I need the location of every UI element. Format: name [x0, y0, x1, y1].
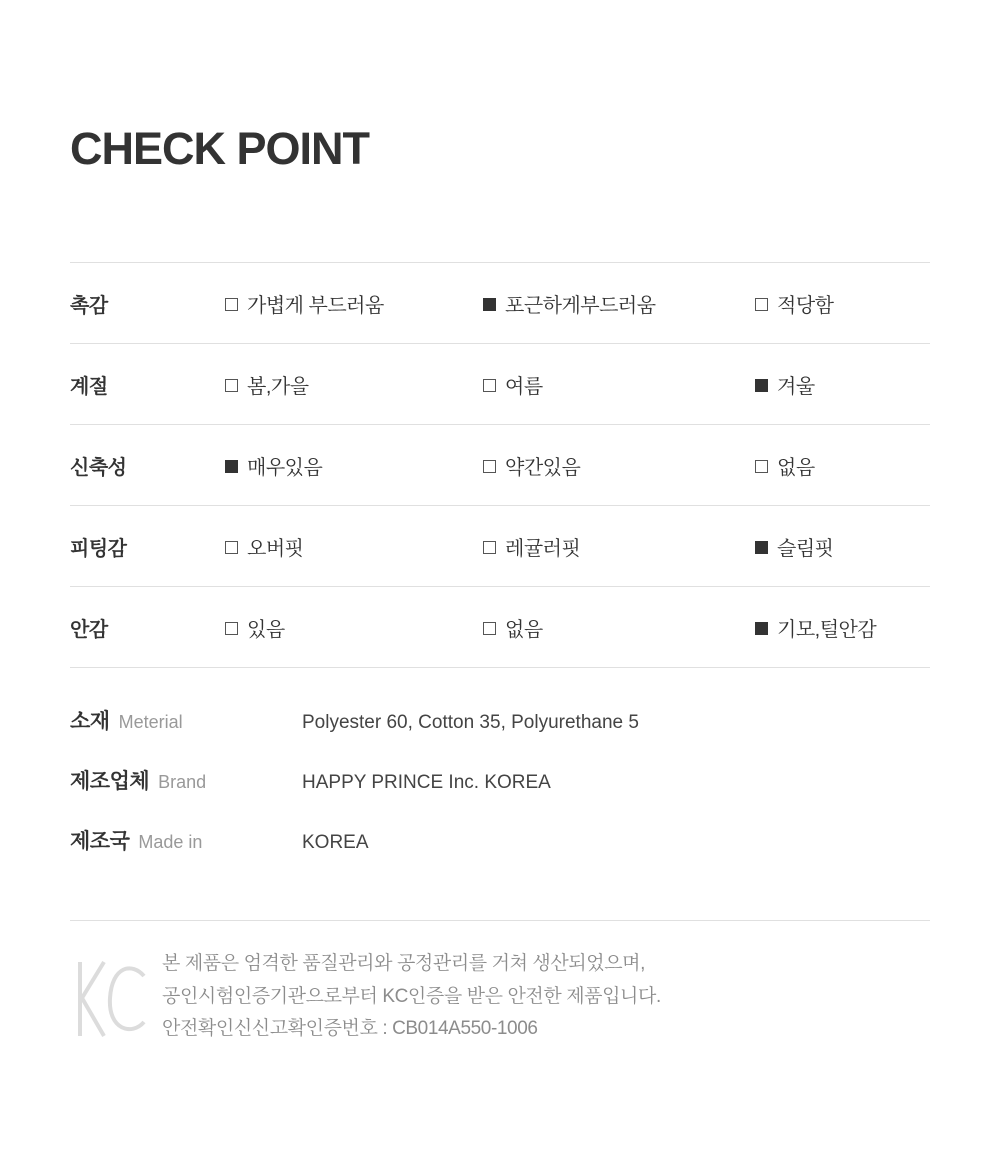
checkbox-unchecked-icon[interactable] [483, 379, 496, 392]
checkbox-option[interactable] [755, 457, 815, 479]
option-label: 없음 [777, 456, 815, 479]
info-key-en: Made in [138, 832, 203, 852]
option-label: 여름 [505, 375, 543, 398]
checkbox-option[interactable] [483, 457, 580, 479]
page-title: CHECK POINT [70, 123, 370, 174]
product-info-list [70, 705, 930, 885]
checkbox-unchecked-icon[interactable] [225, 622, 238, 635]
option-cell[interactable] [755, 425, 930, 506]
option-cell[interactable] [755, 344, 930, 425]
checkbox-checked-icon[interactable] [755, 379, 768, 392]
kc-notice-line-3: 안전확인신신고확인증번호 : CB014A550-1006 [162, 1018, 538, 1040]
row-label: 촉감 [70, 294, 108, 317]
checkbox-option[interactable] [755, 619, 876, 641]
option-cell[interactable] [225, 344, 483, 425]
checkbox-checked-icon[interactable] [225, 460, 238, 473]
option-label: 약간있음 [505, 456, 581, 479]
checkbox-unchecked-icon[interactable] [483, 541, 496, 554]
option-cell[interactable] [225, 263, 483, 344]
checkbox-option[interactable] [225, 538, 303, 560]
info-key [70, 705, 302, 735]
table-row [70, 587, 930, 668]
checkbox-checked-icon[interactable] [755, 622, 768, 635]
info-row-made-in [70, 825, 930, 885]
checkbox-option[interactable] [225, 376, 309, 398]
info-key-ko: 제조국 [70, 830, 130, 853]
option-cell[interactable] [225, 425, 483, 506]
kc-notice-line-1: 본 제품은 엄격한 품질관리와 공정관리를 거쳐 생산되었으며, [162, 953, 646, 974]
checkbox-option[interactable] [483, 295, 656, 317]
info-value: Polyester 60, Cotton 35, Polyurethane 5 [302, 712, 639, 733]
checkbox-option[interactable] [225, 457, 322, 479]
info-key-en: Brand [158, 772, 207, 792]
row-label: 신축성 [70, 456, 127, 479]
option-label: 슬림핏 [777, 537, 834, 560]
info-key-ko: 제조업체 [70, 770, 150, 793]
checkbox-option[interactable] [225, 295, 384, 317]
option-label: 포근하게부드러움 [505, 294, 656, 317]
option-label: 가볍게 부드러움 [247, 294, 384, 317]
row-label: 안감 [70, 618, 108, 641]
option-cell[interactable] [225, 587, 483, 668]
row-label: 피팅감 [70, 537, 127, 560]
kc-notice-text [162, 948, 661, 1046]
option-label: 매우있음 [247, 456, 323, 479]
table-row [70, 425, 930, 506]
checkbox-option[interactable] [483, 376, 543, 398]
option-label: 기모,털안감 [777, 618, 877, 641]
info-key-ko: 소재 [70, 710, 110, 733]
option-cell[interactable] [225, 506, 483, 587]
option-label: 레귤러핏 [505, 537, 581, 560]
info-row-brand [70, 765, 930, 825]
option-cell[interactable] [483, 587, 755, 668]
table-row [70, 344, 930, 425]
checkbox-checked-icon[interactable] [755, 541, 768, 554]
checkbox-unchecked-icon[interactable] [755, 460, 768, 473]
checkbox-option[interactable] [483, 619, 543, 641]
checkbox-checked-icon[interactable] [483, 298, 496, 311]
option-cell[interactable] [755, 263, 930, 344]
option-cell[interactable] [755, 506, 930, 587]
option-label: 있음 [247, 618, 285, 641]
checkbox-option[interactable] [755, 376, 815, 398]
option-label: 적당함 [777, 294, 834, 317]
checkbox-option[interactable] [755, 538, 833, 560]
table-row [70, 263, 930, 344]
checkbox-unchecked-icon[interactable] [225, 541, 238, 554]
kc-notice [70, 948, 930, 1047]
info-value: KOREA [302, 832, 369, 853]
checkbox-option[interactable] [755, 295, 833, 317]
option-label: 겨울 [777, 375, 815, 398]
option-cell[interactable] [755, 587, 930, 668]
row-label: 계절 [70, 375, 108, 398]
kc-mark-icon [70, 948, 162, 1047]
table-row [70, 506, 930, 587]
checkbox-unchecked-icon[interactable] [755, 298, 768, 311]
checkbox-option[interactable] [225, 619, 285, 641]
option-cell[interactable] [483, 344, 755, 425]
checkbox-option[interactable] [483, 538, 580, 560]
checkbox-unchecked-icon[interactable] [483, 460, 496, 473]
option-cell[interactable] [483, 263, 755, 344]
option-cell[interactable] [483, 425, 755, 506]
info-value: HAPPY PRINCE Inc. KOREA [302, 772, 551, 793]
option-label: 봄,가을 [247, 375, 309, 398]
check-point-table [70, 262, 930, 668]
option-cell[interactable] [483, 506, 755, 587]
kc-notice-line-2: 공인시험인증기관으로부터 KC인증을 받은 안전한 제품입니다. [162, 985, 661, 1007]
option-label: 없음 [505, 618, 543, 641]
option-label: 오버핏 [247, 537, 304, 560]
checkbox-unchecked-icon[interactable] [483, 622, 496, 635]
info-row-material [70, 705, 930, 765]
checkbox-unchecked-icon[interactable] [225, 298, 238, 311]
checkbox-unchecked-icon[interactable] [225, 379, 238, 392]
info-key [70, 825, 302, 855]
section-divider [70, 920, 930, 921]
info-key-en: Meterial [118, 712, 183, 732]
info-key [70, 765, 302, 795]
